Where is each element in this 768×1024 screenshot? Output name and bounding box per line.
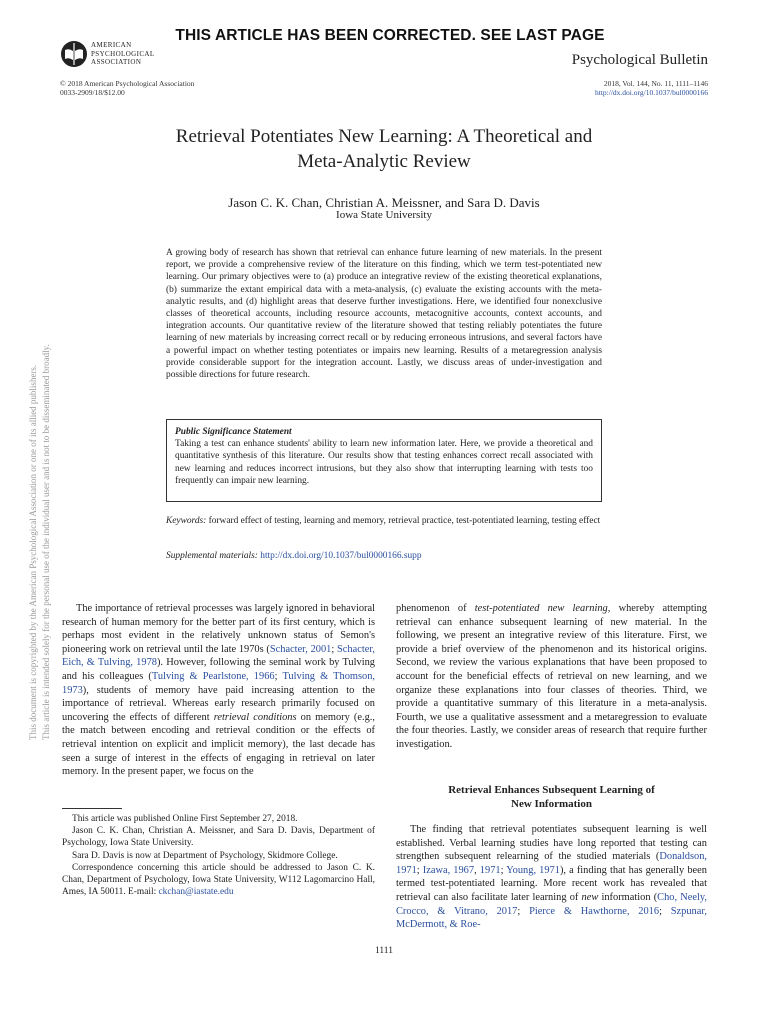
footnote: Sara D. Davis is now at Department of Psychology, Skidmore College. xyxy=(72,850,338,861)
public-significance-box xyxy=(166,419,602,502)
body-text: ; xyxy=(659,905,671,917)
article-title xyxy=(100,124,668,174)
volume-info xyxy=(595,80,708,97)
body-column-2-section xyxy=(396,823,707,932)
affiliation: Iowa State University xyxy=(336,209,432,221)
keywords xyxy=(166,515,602,528)
apa-logo-icon xyxy=(60,40,88,68)
footnote-divider xyxy=(62,808,122,809)
correction-banner: THIS ARTICLE HAS BEEN CORRECTED. SEE LAST PAGE xyxy=(175,27,605,44)
body-emphasis: test-potentiated new learning, xyxy=(474,603,611,614)
body-text: whereby attempting retrieval can enhance subsequent learning of new material. In the following, we present an integrative review of this literature. First, we provide a brief overview of the phenomenon and its historical origins. Second, we review the various explanations that have been proposed to account for the beneficial effects of retrieval on new learning, and we organize these explanations into four classes of theories. Third, we provide a quantitative summary of this literature in a meta-analysis. Fourth, we use a qualitative assessment and a metaregression to evaluate the four theories. Lastly, we consider areas of research that require further investigation. xyxy=(396,603,707,750)
publisher-name-2: PSYCHOLOGICAL xyxy=(91,49,155,58)
body-emphasis: new xyxy=(581,891,599,903)
body-text: ; xyxy=(500,864,507,876)
email-link[interactable]: ckchan@iastate.edu xyxy=(158,887,234,898)
volume-line: 2018, Vol. 144, No. 11, 1111–1146 xyxy=(603,79,708,88)
body-text: ; xyxy=(274,670,283,682)
body-text: ), a finding that has generally been termed test-potentiated learning. More recent work has revealed that retrieval can also facilitate later learning of xyxy=(396,864,707,903)
keywords-text: forward effect of testing, learning and memory, retrieval practice, test-potentiated learning, testing effect xyxy=(208,516,601,526)
publisher-name-1: AMERICAN xyxy=(91,41,132,50)
publisher-logo xyxy=(60,40,155,68)
page-number: 1111 xyxy=(375,946,393,956)
citation-link[interactable]: 1971 xyxy=(479,864,501,876)
title-line-2: Meta-Analytic Review xyxy=(297,151,471,172)
body-text: ). However, following the seminal work by Tulving and his colleagues ( xyxy=(62,657,375,682)
abstract: A growing body of research has shown that retrieval can enhance future learning of new materials. In the present report, we provide a comprehensive review of the literature on this finding, which we term test-potentiated new learning. Our primary objectives were to (a) produce an integrative review of the existing theoretical explanations, (b) summarize the extant empirical data with a meta-analysis, (c) evaluate the existing accounts with the meta-analytic results, and (d) highlight areas that deserve further investigations. Here, we identified four nonexclusive classes of theoretical accounts, including resource accounts, metacognitive accounts, context accounts, and integration accounts. Our quantitative review of the literature showed that testing reliably potentiates the future learning of new materials by increasing correct recall or by reducing erroneous intrusions, and several factors have a powerful impact on whether testing potentiates or impairs new learning. Results of a metaregression analysis provide considerable support for the integration account. Lastly, we discuss areas of under-investigation and possible directions for future research. xyxy=(166,248,602,381)
citation-link[interactable]: Tulving & Pearlstone, 1966 xyxy=(151,670,275,682)
footnote-text: Correspondence concerning this article should be addressed to Jason C. K. Chan, Department of Psychology, Iowa State University, W112 Lagomarcino Hall, Ames, IA 50011. E-mail: xyxy=(62,862,375,898)
sidebar-line-1: This document is copyrighted by the American Psychological Association or one of its allied publishers. xyxy=(28,364,38,740)
title-line-1: Retrieval Potentiates New Learning: A Theoretical and xyxy=(175,126,593,147)
citation-link[interactable]: Donaldson, 1971 xyxy=(396,851,707,876)
supplemental-label: Supplemental materials: xyxy=(166,551,258,561)
citation-link[interactable]: Schacter, 2001 xyxy=(269,643,332,655)
body-text: The finding that retrieval potentiates subsequent learning is well established. Verbal learning studies have long reported that testing can strengthen subsequent relearning of the studied materials ( xyxy=(396,824,707,863)
copyright-line: © 2018 American Psychological Association xyxy=(60,79,195,88)
citation-link[interactable]: Cho, Neely, Crocco, & Vitrano, 2017 xyxy=(396,891,708,917)
citation-link[interactable]: Schacter, Eich, & Tulving, 1978 xyxy=(62,643,375,669)
body-text: ; xyxy=(517,905,530,917)
copyright-info xyxy=(60,80,194,97)
body-column-1 xyxy=(62,602,375,779)
section-heading xyxy=(396,783,707,811)
supplemental-link[interactable]: http://dx.doi.org/10.1037/bul0000166.supp xyxy=(260,551,422,561)
copyright-sidebar xyxy=(27,260,53,740)
citation-link[interactable]: Pierce & Hawthorne, 2016 xyxy=(529,905,660,917)
body-column-2 xyxy=(396,602,707,752)
citation-link[interactable]: Young, 1971 xyxy=(506,864,560,876)
citation-link[interactable]: Izawa, 1967 xyxy=(422,864,475,876)
body-emphasis: retrieval conditions xyxy=(213,711,297,723)
section-heading-line-2: New Information xyxy=(511,798,592,810)
footnote-correspondence xyxy=(62,862,375,899)
body-text: ; xyxy=(331,643,338,655)
body-text: ; xyxy=(416,864,423,876)
citation-link[interactable]: Szpunar, McDermott, & Roe- xyxy=(396,905,707,931)
section-heading-line-1: Retrieval Enhances Subsequent Learning of xyxy=(448,784,655,796)
footnote: This article was published Online First September 27, 2018. xyxy=(72,814,298,824)
public-significance-text: Taking a test can enhance students' ability to learn new information later. Here, we provide a theoretical and quantitative synthesis of this literature. Our results show that testing enhances correct recall associated with new learning and reduces incorrect intrusions, but they also show that interrupting learning with tests too frequently can impair new learning. xyxy=(175,439,593,486)
sidebar-line-2: This article is intended solely for the personal use of the individual user and is not to be disseminated broadly. xyxy=(41,344,51,740)
doi-link[interactable]: http://dx.doi.org/10.1037/bul0000166 xyxy=(595,87,708,97)
keywords-label: Keywords: xyxy=(166,516,207,526)
issn-line: 0033-2909/18/$12.00 xyxy=(60,87,125,97)
body-text: on memory (e.g., the match between encoding and retrieval condition or the effects of retrieval intention on explicit and implicit memory), the last decade has seen a surge of interest in the effects of engaging in retrieval on later memory. In the present paper, we focus on the xyxy=(62,711,375,778)
body-text: information ( xyxy=(598,891,658,903)
body-text: The importance of retrieval processes was largely ignored in behavioral research of human memory for the better part of its first century, which is perhaps most evident in the relatively unknown status of Semon's pioneering work on retrieval until the late 1970s ( xyxy=(62,603,375,655)
publisher-name-3: ASSOCIATION xyxy=(91,58,142,67)
footnotes xyxy=(62,813,375,898)
body-text: ), students of memory have paid increasing attention to the importance of retrieval. Whereas early research primarily focused on uncovering the effects of different xyxy=(62,684,375,723)
supplemental-materials xyxy=(166,551,602,561)
citation-link[interactable]: Tulving & Thomson, 1973 xyxy=(62,670,376,696)
authors: Jason C. K. Chan, Christian A. Meissner, and Sara D. Davis xyxy=(228,195,540,210)
journal-name: Psychological Bulletin xyxy=(571,52,708,68)
body-text: , xyxy=(474,864,480,876)
body-text: phenomenon of xyxy=(396,603,475,614)
public-significance-title: Public Significance Statement xyxy=(175,427,292,437)
footnote: Jason C. K. Chan, Christian A. Meissner, and Sara D. Davis, Department of Psychology, Iowa State University. xyxy=(62,826,375,849)
